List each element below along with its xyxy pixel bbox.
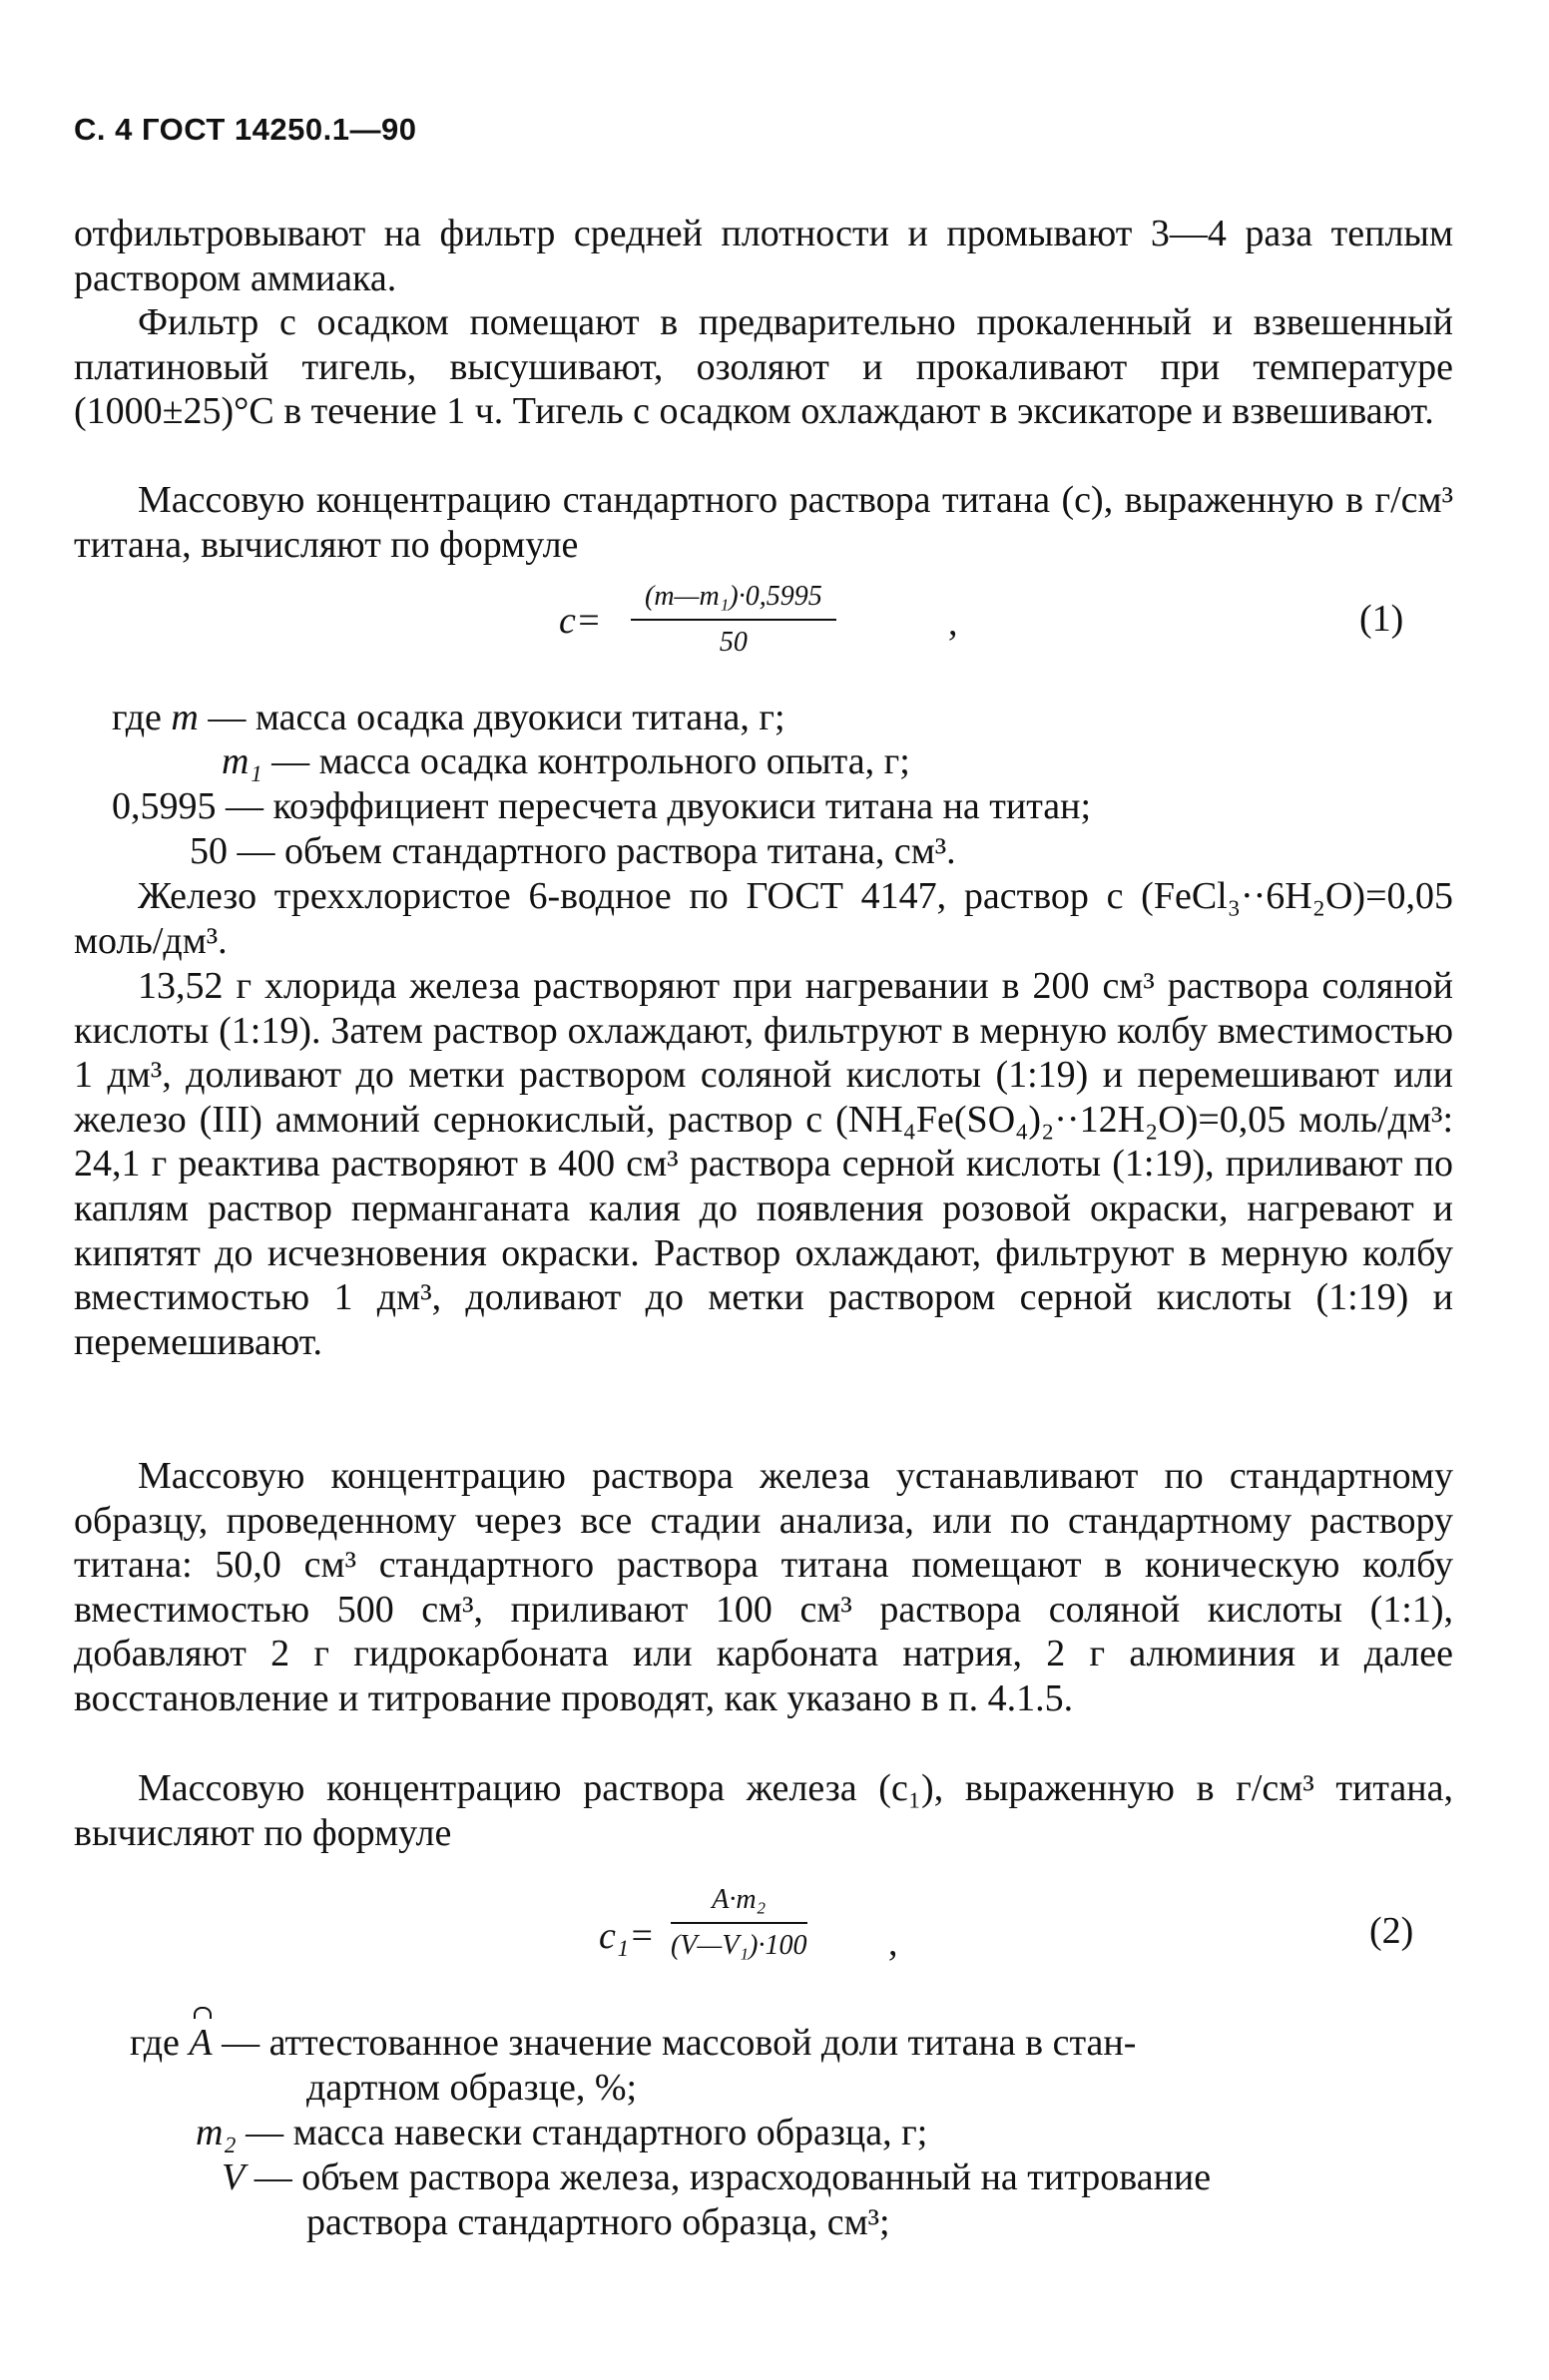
def2-v-cont: раствора стандартного образца, см³; xyxy=(306,2201,890,2243)
page-header: С. 4 ГОСТ 14250.1—90 xyxy=(74,112,417,147)
formula-1-fraction xyxy=(631,581,836,659)
def-symbol: V xyxy=(222,2156,246,2198)
def-separator: — xyxy=(216,785,273,827)
def-symbol: 0,5995 xyxy=(112,785,217,827)
def-prefix: где xyxy=(130,2022,180,2064)
def-text: масса осадка контрольного опыта, г; xyxy=(318,740,910,782)
paragraph-crucible-ignition: Фильтр с осадком помещают в предварительно прокаленный и взвешенный платиновый тигель, высушивают, озоляют и прокаливают при температуре (1000±25)°С в течение 1 ч. Тигель с осадком охлаждают в эксикаторе и взвешивают. xyxy=(74,301,1453,433)
def-separator: — xyxy=(212,2022,269,2064)
def1-volume xyxy=(190,829,956,874)
def-symbol: m₂ xyxy=(196,2112,237,2153)
def-separator: — xyxy=(261,740,319,782)
def-symbol: A xyxy=(189,2022,213,2064)
def-text: объем раствора железа, израсходованный на титрование xyxy=(301,2156,1212,2198)
def1-coefficient xyxy=(112,784,1091,829)
formula-1-numerator: (m—m₁)·0,5995 xyxy=(631,581,836,621)
def-text: масса осадка двуокиси титана, г; xyxy=(255,697,785,738)
def-prefix: где xyxy=(112,697,162,738)
paragraph-iron-concentration-intro: Массовую концентрацию раствора железа (c₁), выраженную в г/см³ титана, вычисляют по формуле xyxy=(74,1767,1453,1854)
def-separator: — xyxy=(236,2112,293,2153)
def-separator: — xyxy=(198,697,256,738)
paragraph-titanium-concentration-intro: Массовую концентрацию стандартного раствора титана (c), выраженную в г/см³ титана, вычисляют по формуле xyxy=(74,479,1453,566)
def2-a-cont: дартном образце, %; xyxy=(306,2067,638,2109)
def-symbol: m xyxy=(171,697,199,738)
def2-a xyxy=(130,2021,1136,2066)
def-text: коэффициент пересчета двуокиси титана на титан; xyxy=(272,785,1092,827)
def2-m2 xyxy=(196,2111,927,2155)
def1-m1 xyxy=(222,739,910,784)
paragraph-iron-concentration-method: Массовую концентрацию раствора железа устанавливают по стандартному образцу, проведенному через все стадии анализа, или по стандартному раствору титана: 50,0 см³ стандартного раствора титана помещают в коническую колбу вместимостью 500 см³, приливают 100 см³ раствора соляной кислоты (1:1), добавляют 2 г гидрокарбоната или карбоната натрия, 2 г алюминия и далее восстановление и титрование проводят, как указано в п. 4.1.5. xyxy=(74,1455,1453,1719)
def-text: аттестованное значение массовой доли титана в стан- xyxy=(268,2022,1137,2064)
def-symbol: m₁ xyxy=(222,740,262,782)
def1-m xyxy=(112,696,785,740)
formula-2-fraction xyxy=(671,1884,807,1962)
formula-1-lhs: c= xyxy=(559,600,602,642)
formula-2-denominator: (V—V₁)·100 xyxy=(671,1930,807,1961)
formula-2-numerator: A·m₂ xyxy=(671,1884,807,1924)
formula-2-trail: , xyxy=(888,1922,898,1964)
formula-2-number: (2) xyxy=(1369,1910,1414,1952)
formula-1-denominator: 50 xyxy=(719,627,748,658)
def-separator: — xyxy=(245,2156,302,2198)
formula-1-number: (1) xyxy=(1359,598,1404,640)
def-text: объем стандартного раствора титана, см³. xyxy=(284,830,956,872)
formula-1-trail: , xyxy=(948,602,958,644)
paragraph-iron-chloride: Железо треххлористое 6-водное по ГОСТ 4147, раствор c (FeCl₃··6H₂O)=0,05 моль/дм³. xyxy=(74,875,1453,962)
formula-2-lhs: c₁= xyxy=(599,1915,655,1957)
paragraph-iron-solution-prep: 13,52 г хлорида железа растворяют при нагревании в 200 см³ раствора соляной кислоты (1:19). Затем раствор охлаждают, фильтруют в мерную колбу вместимостью 1 дм³, доливают до метки раствором соляной кислоты (1:19) и перемешивают или железо (III) аммоний сернокислый, раствор c (NH₄Fe(SO₄)₂··12H₂O)=0,05 моль/дм³: 24,1 г реактива растворяют в 400 см³ раствора серной кислоты (1:19), приливают по каплям раствор перманганата калия до появления розовой окраски, нагревают и кипятят до исчезновения окраски. Раствор охлаждают, фильтруют в мерную колбу вместимостью 1 дм³, доливают до метки раствором серной кислоты (1:19) и перемешивают. xyxy=(74,965,1453,1363)
def-separator: — xyxy=(228,830,284,872)
def-symbol: 50 xyxy=(190,830,228,872)
paragraph-filter-washing: отфильтровывают на фильтр средней плотности и промывают 3—4 раза теплым раствором аммиака. xyxy=(74,213,1453,299)
def2-v xyxy=(222,2155,1211,2200)
def-text: масса навески стандартного образца, г; xyxy=(292,2112,928,2153)
